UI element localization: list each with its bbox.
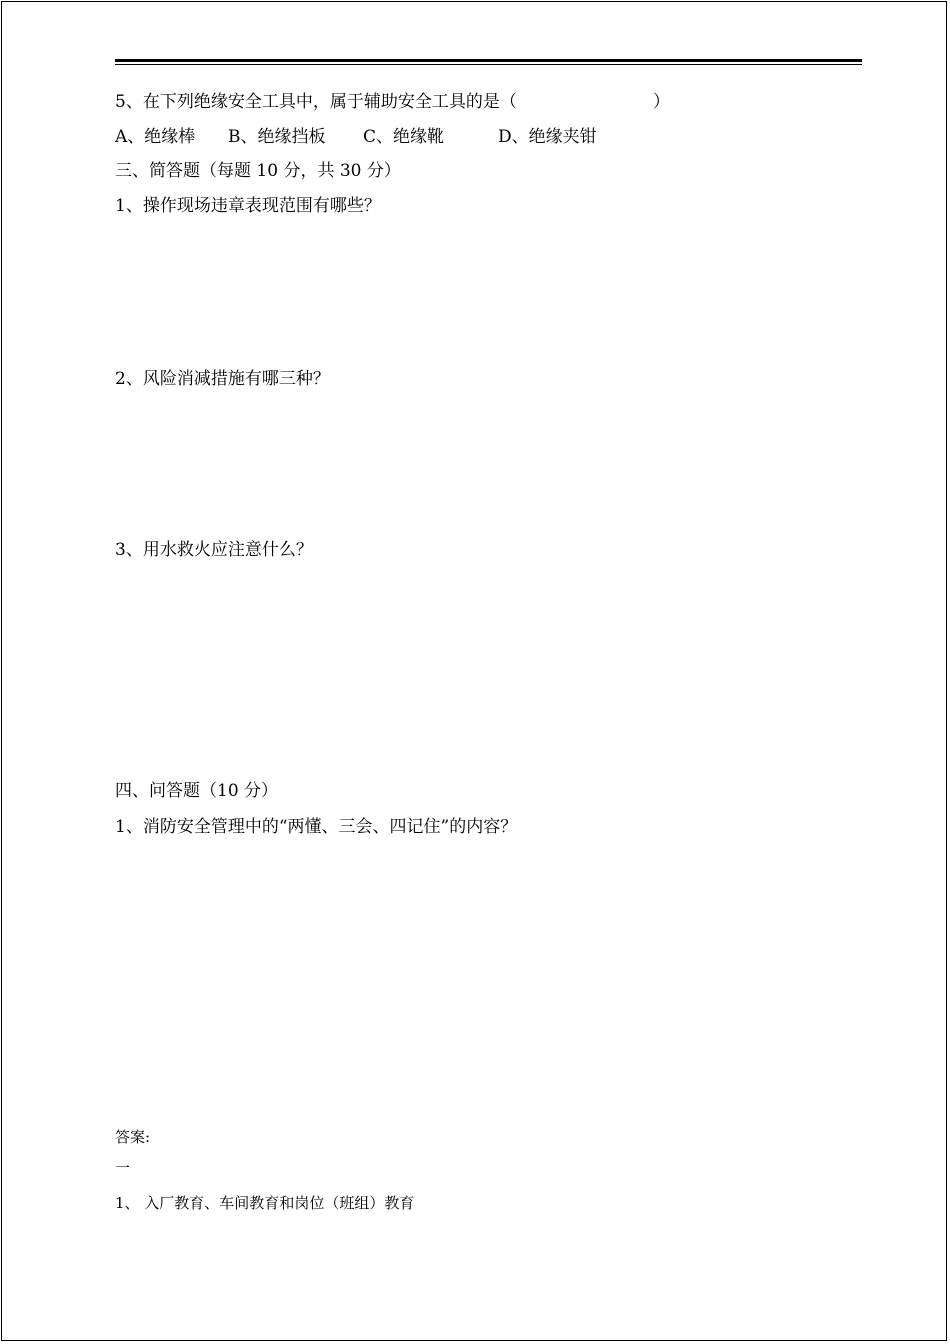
- answers-heading: 答案:: [115, 1128, 151, 1146]
- question-5-options: [115, 126, 715, 148]
- header-rule-thick: [115, 59, 862, 62]
- section-3-heading: 三、简答题（每题 10 分，共 30 分）: [115, 161, 401, 181]
- header-rule-thin: [115, 64, 862, 65]
- question-5: [115, 91, 670, 113]
- question-5-text: 5、在下列绝缘安全工具中，属于辅助安全工具的是（: [115, 92, 517, 112]
- section-3-question-2: 2、风险消减措施有哪三种？: [115, 369, 330, 389]
- section-3-question-1: 1、操作现场违章表现范围有哪些？: [115, 196, 381, 216]
- answers-part-one: 一: [115, 1159, 131, 1177]
- option-d: D、绝缘夹钳: [498, 127, 597, 147]
- question-5-close-paren: ）: [653, 92, 670, 112]
- option-c: C、绝缘靴: [363, 127, 445, 147]
- section-4-question-1: 1、消防安全管理中的“两懂、三会、四记住”的内容？: [115, 817, 518, 837]
- option-a: A、绝缘棒: [115, 127, 196, 147]
- document-page: [1, 1, 947, 1341]
- answer-1: 1、 入厂教育、车间教育和岗位（班组）教育: [115, 1194, 415, 1212]
- option-b: B、绝缘挡板: [228, 127, 326, 147]
- section-4-heading: 四、问答题（10 分）: [115, 781, 279, 801]
- section-3-question-3: 3、用水救火应注意什么？: [115, 540, 313, 560]
